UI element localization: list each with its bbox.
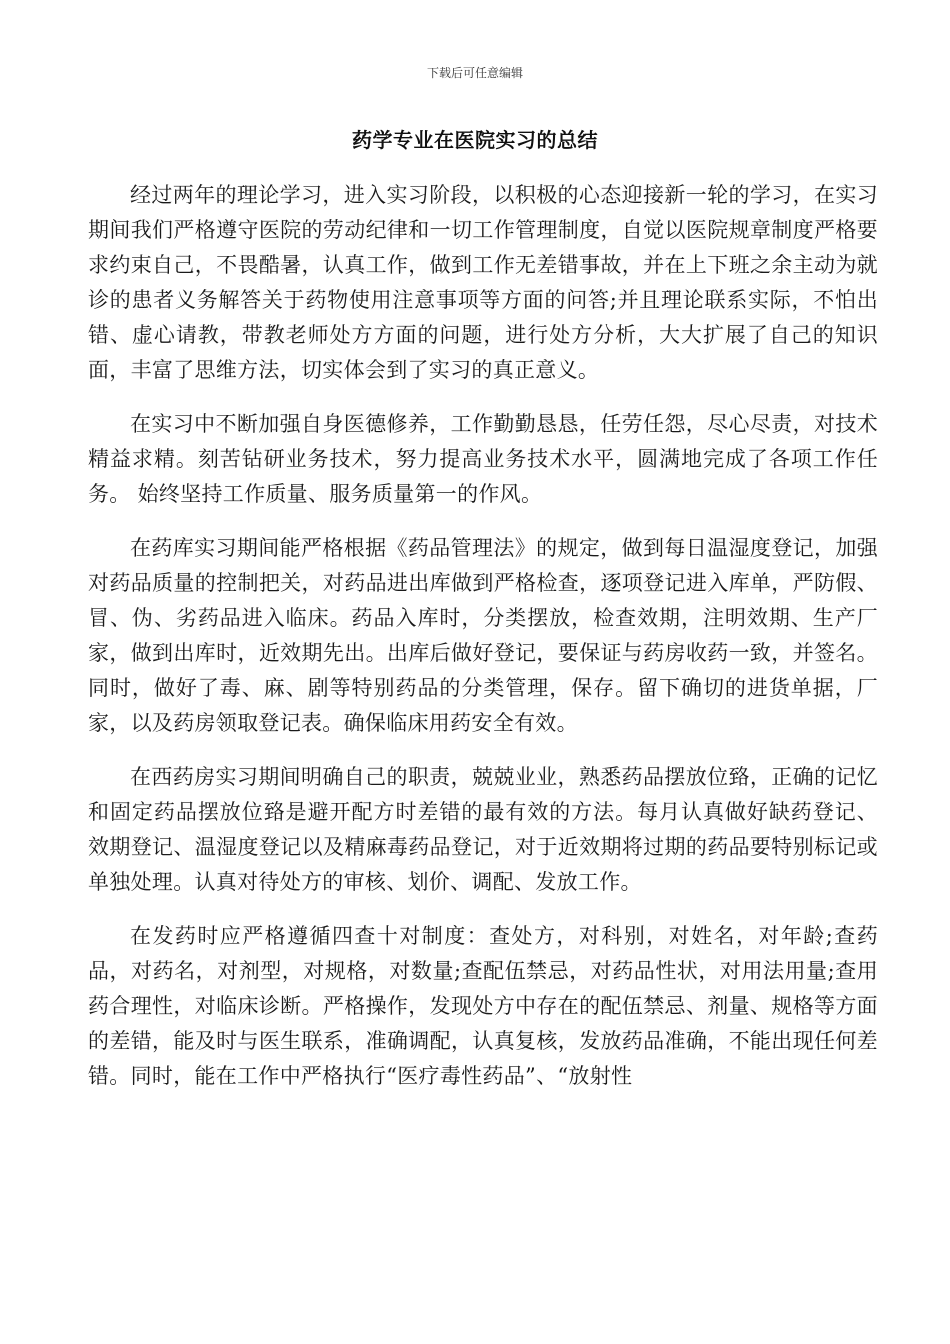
paragraph-3: 在药库实习期间能严格根据《药品管理法》的规定，做到每日温湿度登记，加强对药品质量的控制把关，对药品进出库做到严格检查，逐项登记进入库单，严防假、冒、伪、劣药品进入临床。药品入库时，分类摆放，检查效期，注明效期、生产厂家，做到出库时，近效期先出。出库后做好登记，要保证与药房收药一致，并签名。同时，做好了毒、麻、剧等特别药品的分类管理，保存。留下确切的进货单据，厂家，以及药房领取登记表。确保临床用药安全有效。 <box>88 536 878 735</box>
paragraph-5: 在发药时应严格遵循四查十对制度：查处方，对科别，对姓名，对年龄;查药品，对药名，对剂型，对规格，对数量;查配伍禁忌，对药品性状，对用法用量;查用药合理性，对临床诊断。严格操作，发现处方中存在的配伍禁忌、剂量、规格等方面的差错，能及时与医生联系，准确调配，认真复核，发放药品准确，不能出现任何差错。同时，能在工作中严格执行“医疗毒性药品”、“放射性 <box>88 924 878 1088</box>
document-body <box>88 178 878 1094</box>
paragraph-2: 在实习中不断加强自身医德修养，工作勤勤恳恳，任劳任怨，尽心尽责，对技术精益求精。刻苦钻研业务技术，努力提高业务技术水平，圆满地完成了各项工作任务。 始终坚持工作质量、服务质量第一的作风。 <box>88 412 878 506</box>
document-title: 药学专业在医院实习的总结 <box>352 128 598 152</box>
paragraph-1: 经过两年的理论学习，进入实习阶段，以积极的心态迎接新一轮的学习，在实习期间我们严格遵守医院的劳动纪律和一切工作管理制度，自觉以医院规章制度严格要求约束自己，不畏酷暑，认真工作，做到工作无差错事故，并在上下班之余主动为就诊的患者义务解答关于药物使用注意事项等方面的问答;并且理论联系实际，不怕出错、虚心请教，带教老师处方方面的问题，进行处方分析，大大扩展了自己的知识面，丰富了思维方法，切实体会到了实习的真正意义。 <box>88 183 878 382</box>
paragraph-4: 在西药房实习期间明确自己的职责，兢兢业业，熟悉药品摆放位臵，正确的记忆和固定药品摆放位臵是避开配方时差错的最有效的方法。每月认真做好缺药登记、 效期登记、温湿度登记以及精麻毒药品登记，对于近效期将过期的药品要特别标记或单独处理。认真对待处方的审核、划价、调配、发放工作。 <box>88 765 878 894</box>
header-note: 下载后可任意编辑 <box>426 66 523 80</box>
